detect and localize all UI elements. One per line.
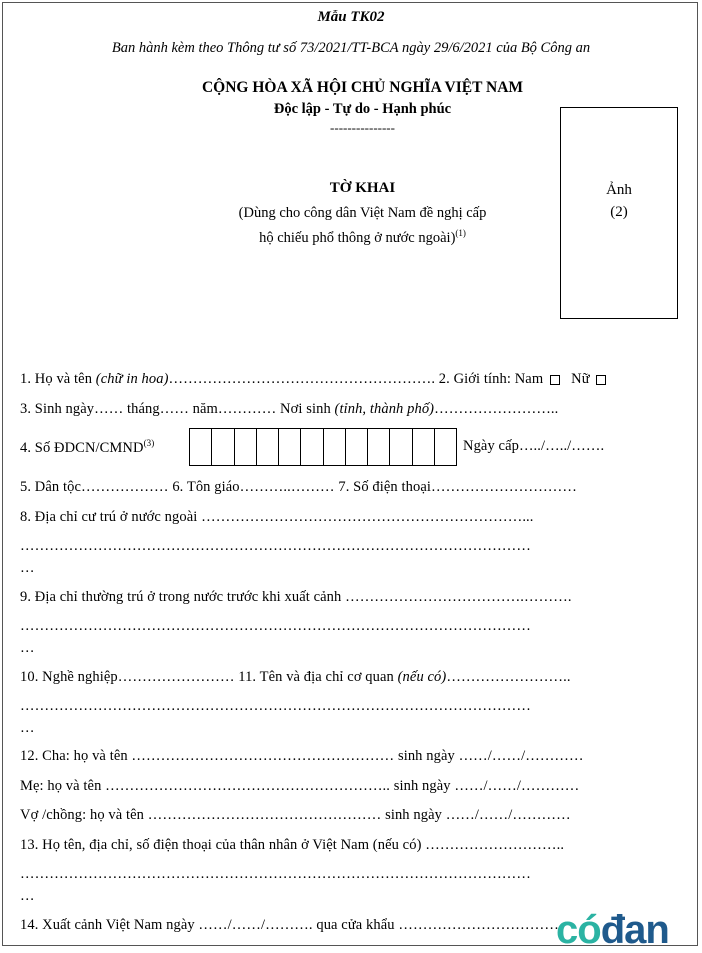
- field-relative: 13. Họ tên, địa chỉ, số điện thoại của thân nhân ở Việt Nam (nếu có) ………………………..: [20, 837, 565, 853]
- field-occupation-employer: 10. Nghề nghiệp…………………… 11. Tên và địa chỉ cơ quan (nếu có)……………………..: [20, 669, 571, 685]
- field-id-issue-date: Ngày cấp…../…../…….: [463, 438, 605, 454]
- field-father: 12. Cha: họ và tên ……………………………………………… sinh ngày ……/……/…………: [20, 748, 584, 764]
- photo-label: Ảnh: [606, 182, 632, 198]
- photo-box: [560, 107, 678, 319]
- photo-note: (2): [610, 204, 628, 220]
- checkbox-female[interactable]: [596, 375, 606, 385]
- motto-rule: ---------------: [330, 120, 395, 135]
- id-digit-cell[interactable]: [389, 428, 412, 466]
- id-number-boxes[interactable]: [189, 428, 457, 466]
- dotted-line-end: …: [20, 560, 35, 576]
- form-subtitle-2: hộ chiếu phổ thông ở nước ngoài)$^{(1)}$: [259, 228, 466, 246]
- dotted-line-end: …: [20, 720, 35, 736]
- id-digit-cell[interactable]: [234, 428, 257, 466]
- id-digit-cell[interactable]: [300, 428, 323, 466]
- field-mother: Mẹ: họ và tên ………………………………………………….. sinh ngày ……/……/…………: [20, 778, 580, 794]
- field-birth: 3. Sinh ngày…… tháng…… năm………… Nơi sinh (tỉnh, thành phố)……………………..: [20, 401, 559, 417]
- field-id-label: 4. Số ĐDCN/CMND$^{(3)}$: [20, 438, 155, 456]
- dotted-line-end: …: [20, 640, 35, 656]
- country-header: CỘNG HÒA XÃ HỘI CHỦ NGHĨA VIỆT NAM: [201, 79, 524, 96]
- dotted-line: ……………………………………………………………………………………………: [20, 538, 531, 554]
- codan-logo: cóđan: [556, 908, 669, 952]
- motto: Độc lập - Tự do - Hạnh phúc: [273, 101, 452, 117]
- id-digit-cell[interactable]: [345, 428, 368, 466]
- field-ethnic-religion-phone: 5. Dân tộc……………… 6. Tôn giáo………..……… 7. Số điện thoại…………………………: [20, 479, 578, 495]
- checkbox-male[interactable]: [550, 375, 560, 385]
- id-digit-cell[interactable]: [434, 428, 457, 466]
- id-digit-cell[interactable]: [256, 428, 279, 466]
- id-digit-cell[interactable]: [278, 428, 301, 466]
- id-digit-cell[interactable]: [367, 428, 390, 466]
- field-name-gender: 1. Họ và tên (chữ in hoa)………………………………………………. 2. Giới tính: Nam Nữ: [20, 371, 606, 388]
- id-digit-cell[interactable]: [323, 428, 346, 466]
- dotted-line: ……………………………………………………………………………………………: [20, 698, 531, 714]
- field-home-address: 9. Địa chỉ thường trú ở trong nước trước khi xuất cảnh ……………………………….……….: [20, 589, 572, 605]
- id-digit-cell[interactable]: [189, 428, 212, 466]
- form-code: Mẫu TK02: [317, 9, 385, 25]
- id-digit-cell[interactable]: [412, 428, 435, 466]
- dotted-line: ……………………………………………………………………………………………: [20, 618, 531, 634]
- issued-by: Ban hành kèm theo Thông tư số 73/2021/TT-BCA ngày 29/6/2021 của Bộ Công an: [111, 40, 591, 56]
- field-foreign-address: 8. Địa chỉ cư trú ở nước ngoài …………………………………………………………...: [20, 509, 534, 525]
- id-digit-cell[interactable]: [211, 428, 234, 466]
- form-subtitle-1: (Dùng cho công dân Việt Nam đề nghị cấp: [238, 205, 487, 221]
- dotted-line-end: …: [20, 888, 35, 904]
- form-title: TỜ KHAI: [329, 180, 396, 196]
- dotted-line: ……………………………………………………………………………………………: [20, 866, 531, 882]
- field-spouse: Vợ /chồng: họ và tên ………………………………………… sinh ngày ……/……/…………: [20, 807, 571, 823]
- field-exit: 14. Xuất cảnh Việt Nam ngày ……/……/………. qua cửa khẩu ……………………………: [20, 917, 559, 933]
